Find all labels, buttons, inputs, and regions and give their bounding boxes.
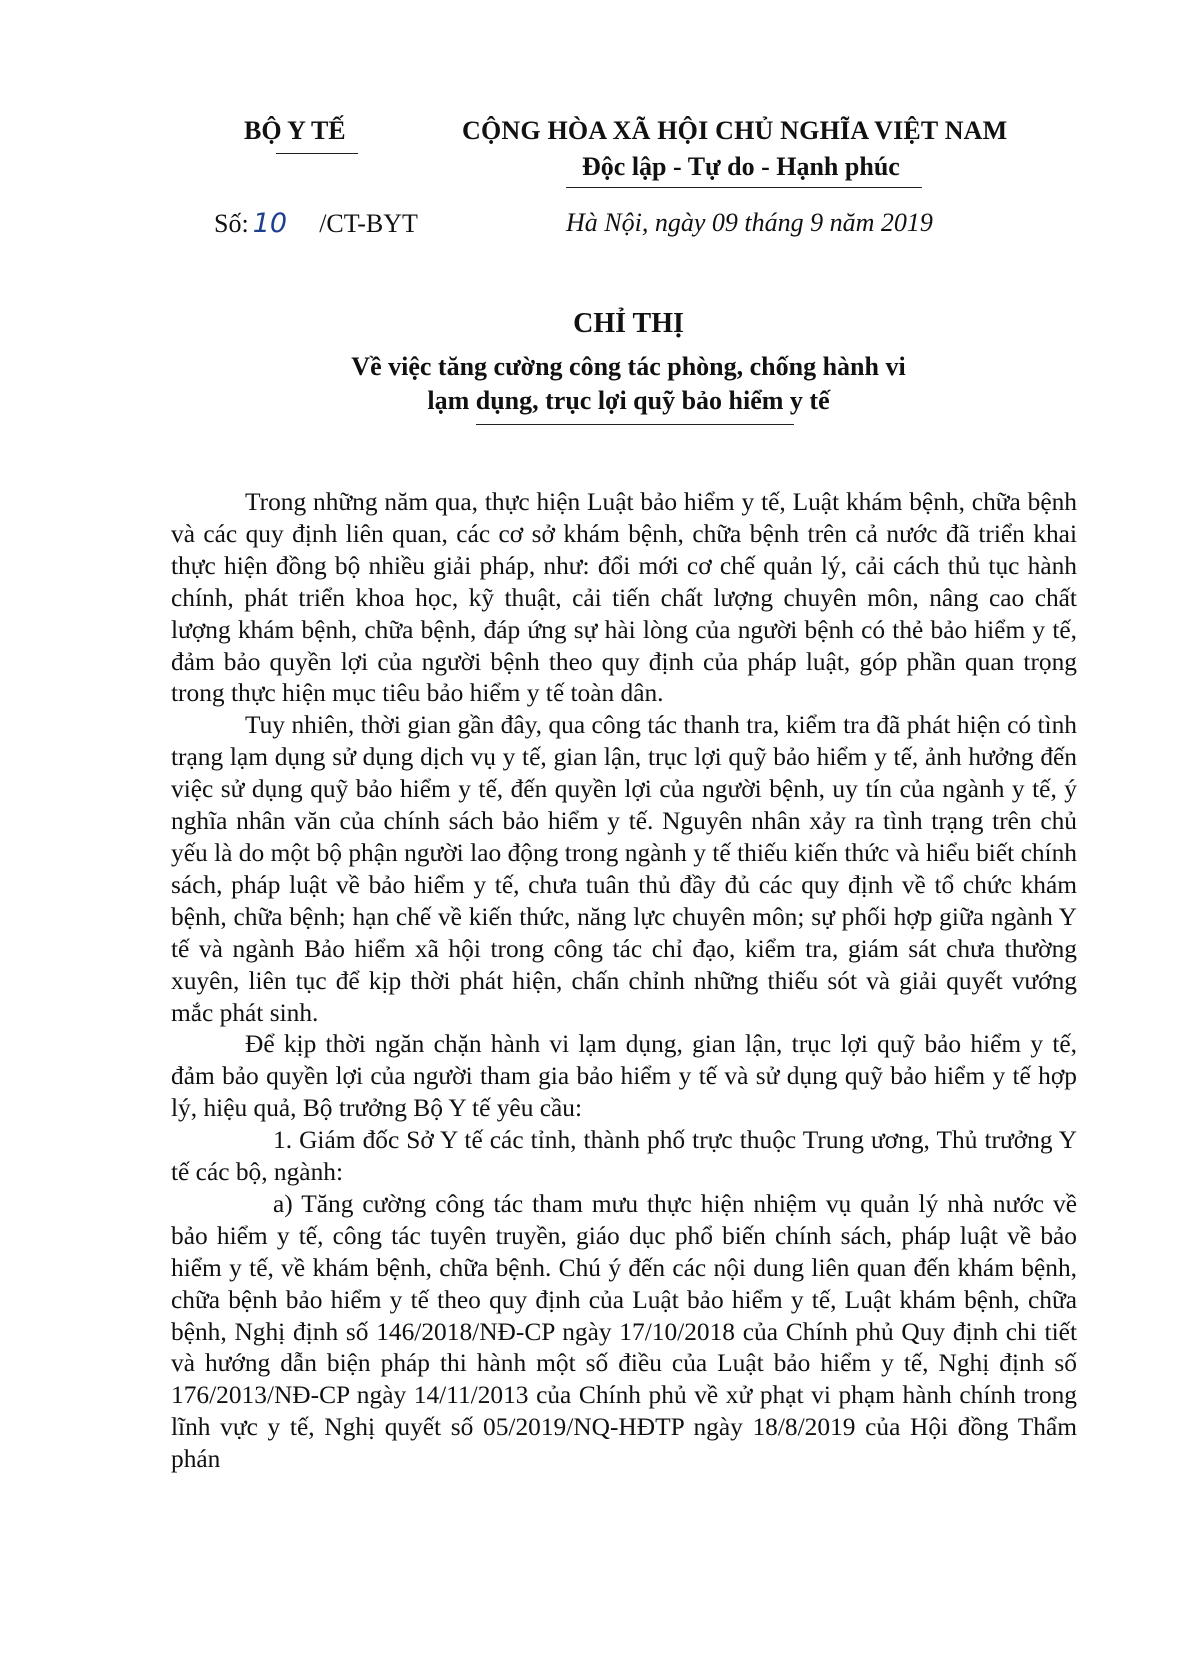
issuing-agency: BỘ Y TẾ	[244, 116, 346, 145]
body-paragraph-1: Trong những năm qua, thực hiện Luật bảo hiểm y tế, Luật khám bệnh, chữa bệnh và các quy định liên quan, các cơ sở khám bệnh, chữa bệnh trên cả nước đã triển khai thực hiện đồng bộ nhiều giải pháp, như: đổi mới cơ chế quản lý, cải cách thủ tục hành chính, phát triển khoa học, kỹ thuật, cải tiến chất lượng chuyên môn, nâng cao chất lượng khám bệnh, chữa bệnh, đáp ứng sự hài lòng của người bệnh có thẻ bảo hiểm y tế, đảm bảo quyền lợi của người bệnh theo quy định của pháp luật, góp phần quan trọng trong thực hiện mục tiêu bảo hiểm y tế toàn dân.	[171, 488, 1077, 708]
document-number	[214, 208, 418, 239]
directive-item-1: 1. Giám đốc Sở Y tế các tỉnh, thành phố trực thuộc Trung ương, Thủ trưởng Y tế các bộ, ngành:	[171, 1126, 1077, 1187]
body-paragraph-3: Để kịp thời ngăn chặn hành vi lạm dụng, gian lận, trục lợi quỹ bảo hiểm y tế, đảm bảo quyền lợi của người tham gia bảo hiểm y tế và sử dụng quỹ bảo hiểm y tế hợp lý, hiệu quả, Bộ trưởng Bộ Y tế yêu cầu:	[171, 1030, 1077, 1123]
place-and-date: Hà Nội, ngày 09 tháng 9 năm 2019	[566, 208, 933, 237]
document-body	[171, 487, 1077, 1476]
body-paragraph-2: Tuy nhiên, thời gian gần đây, qua công tác thanh tra, kiểm tra đã phát hiện có tình trạng lạm dụng sử dụng dịch vụ y tế, gian lận, trục lợi quỹ bảo hiểm y tế, ảnh hưởng đến việc sử dụng quỹ bảo hiểm y tế, đến quyền lợi của người bệnh, uy tín của ngành y tế, ý nghĩa nhân văn của chính sách bảo hiểm y tế. Nguyên nhân xảy ra tình trạng trên chủ yếu là do một bộ phận người lao động trong ngành y tế thiếu kiến thức và hiểu biết chính sách, pháp luật về bảo hiểm y tế, chưa tuân thủ đầy đủ các quy định về tổ chức khám bệnh, chữa bệnh; hạn chế về kiến thức, năng lực chuyên môn; sự phối hợp giữa ngành Y tế và ngành Bảo hiểm xã hội trong công tác chỉ đạo, kiểm tra, giám sát chưa thường xuyên, liên tục để kịp thời phát hiện, chấn chỉnh những thiếu sót và giải quyết vướng mắc phát sinh.	[171, 711, 1077, 1027]
directive-item-1a: a) Tăng cường công tác tham mưu thực hiện nhiệm vụ quản lý nhà nước về bảo hiểm y tế, công tác tuyên truyền, giáo dục phổ biến chính sách, pháp luật về bảo hiểm y tế, về khám bệnh, chữa bệnh. Chú ý đến các nội dung liên quan đến khám bệnh, chữa bệnh bảo hiểm y tế theo quy định của Luật bảo hiểm y tế, Luật khám bệnh, chữa bệnh, Nghị định số 146/2018/NĐ-CP ngày 17/10/2018 của Chính phủ Quy định chi tiết và hướng dẫn biện pháp thi hành một số điều của Luật bảo hiểm y tế, Nghị định số 176/2013/NĐ-CP ngày 14/11/2013 của Chính phủ về xử phạt vi phạm hành chính trong lĩnh vực y tế, Nghị quyết số 05/2019/NQ-HĐTP ngày 18/8/2019 của Hội đồng Thẩm phán	[171, 1189, 1077, 1474]
document-number-prefix: Số:	[214, 209, 249, 238]
subject-line-2: lạm dụng, trục lợi quỹ bảo hiểm y tế	[427, 386, 830, 415]
subject-underline	[476, 424, 794, 425]
subject-line-1: Về việc tăng cường công tác phòng, chống hành vi	[351, 352, 906, 381]
document-number-handwritten: 10	[252, 208, 288, 239]
motto-underline	[566, 187, 922, 188]
document-type-heading: CHỈ THỊ	[573, 308, 684, 339]
document-number-suffix: /CT-BYT	[312, 209, 418, 238]
national-title: CỘNG HÒA XÃ HỘI CHỦ NGHĨA VIỆT NAM	[462, 116, 1008, 145]
agency-underline	[276, 153, 358, 154]
national-motto: Độc lập - Tự do - Hạnh phúc	[582, 152, 900, 181]
